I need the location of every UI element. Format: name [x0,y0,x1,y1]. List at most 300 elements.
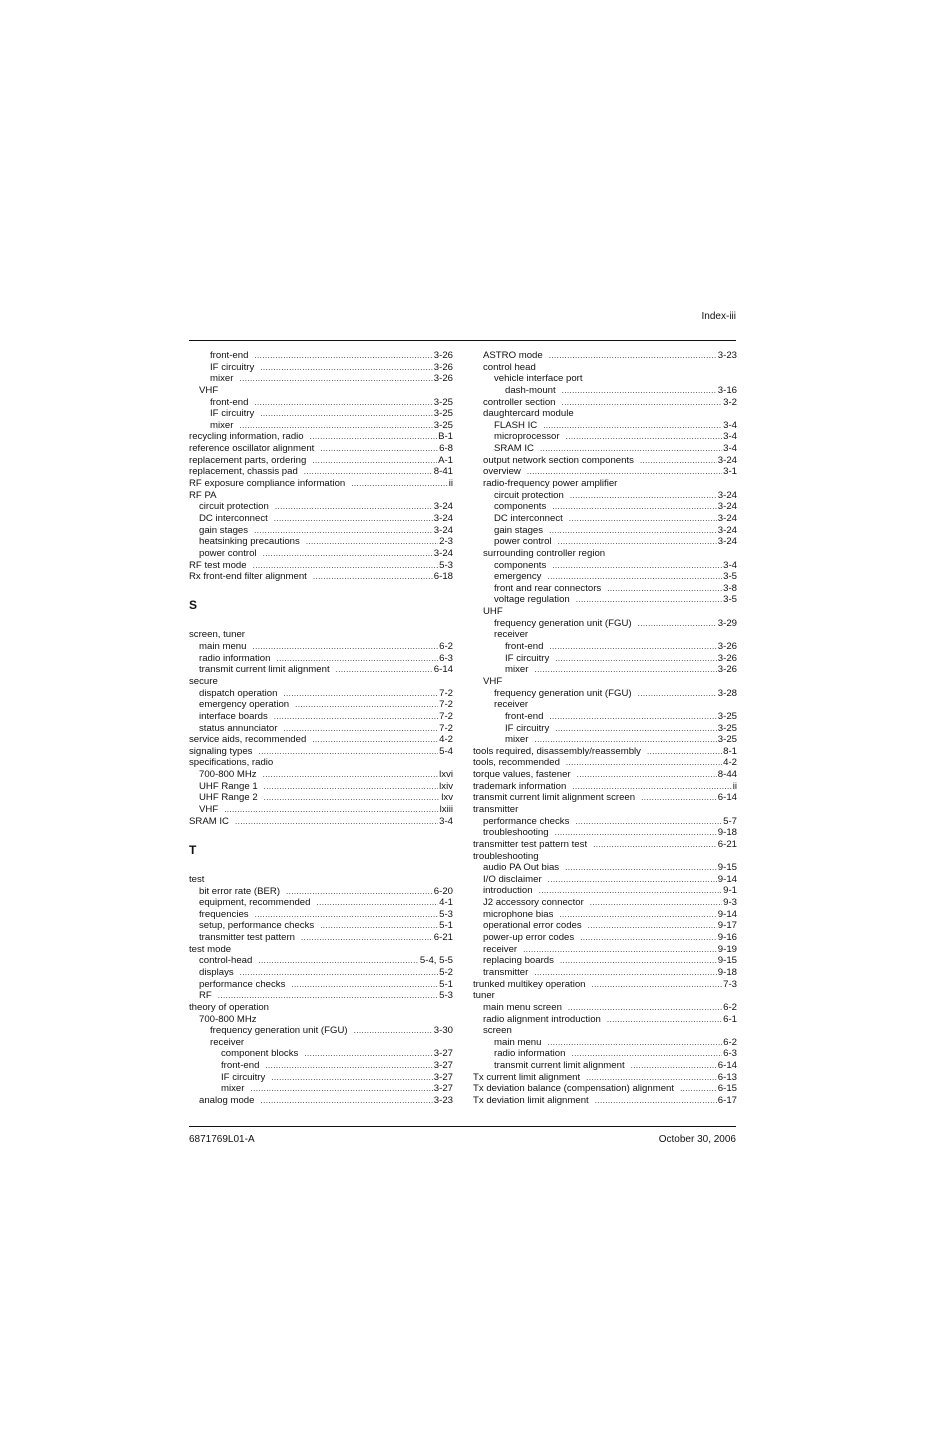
index-term: voltage regulation [494,594,570,606]
index-page-ref: 3-25 [433,396,453,408]
index-term: power control [494,536,552,548]
index-page-ref: 7-2 [439,722,453,734]
dot-leader [255,909,439,921]
dot-leader [313,571,433,583]
index-term: gain stages [199,524,249,536]
index-entry [473,548,737,560]
index-entry [189,886,453,898]
index-page-ref: 3-24 [717,524,737,536]
section-spacer [189,618,453,630]
index-page-ref: 4-2 [723,757,737,769]
index-page-ref: 7-3 [723,978,737,990]
index-term: Rx front-end filter alignment [189,571,307,583]
index-page-ref: 3-23 [433,1095,453,1107]
index-term: reference oscillator alignment [189,443,315,455]
index-term: performance checks [483,815,570,827]
dot-leader [312,734,438,746]
index-term: torque values, fastener [473,769,571,781]
index-page-ref: 6-2 [439,641,453,653]
dot-leader [295,699,438,711]
index-term: power control [199,547,257,559]
index-page-ref: 9-19 [717,943,737,955]
index-page-ref: 3-4 [723,559,737,571]
index-term: transmitter [473,803,519,815]
dot-leader [593,839,717,851]
index-term: mixer [505,664,529,676]
dot-leader [640,455,717,467]
index-entry [189,909,453,921]
index-term: transmit current limit alignment [199,664,330,676]
dot-leader [549,350,717,362]
index-term: radio alignment introduction [483,1013,601,1025]
index-entry [473,455,737,467]
index-term: circuit protection [494,489,564,501]
index-term: signaling types [189,745,253,757]
index-term: VHF [483,675,503,687]
index-term: operational error codes [483,920,582,932]
section-spacer [189,583,453,595]
index-page-ref: 3-25 [717,722,737,734]
dot-leader [239,420,432,432]
index-entry [189,792,453,804]
index-term: trademark information [473,780,567,792]
dot-leader [586,1072,717,1084]
index-page-ref: 3-25 [717,734,737,746]
dot-leader [523,944,717,956]
dot-leader [286,886,433,898]
index-page-ref: 9-14 [717,873,737,885]
index-term: transmitter test pattern [199,932,295,944]
dot-leader [252,641,438,653]
index-page-ref: 6-13 [717,1071,737,1083]
dot-leader [547,1037,722,1049]
index-entry [473,862,737,874]
index-page-ref: 5-4, 5-5 [419,955,453,967]
index-term: components [494,501,547,513]
dot-leader [549,525,717,537]
dot-leader [534,664,716,676]
index-entry [189,781,453,793]
index-page-ref: 3-27 [433,1083,453,1095]
index-entry [189,746,453,758]
index-entry [189,560,453,572]
index-page-ref: 3-26 [433,361,453,373]
dot-leader [336,664,433,676]
page-header-label: Index-iii [701,311,736,322]
index-entry [189,897,453,909]
dot-leader [555,723,717,735]
index-entry [189,385,453,397]
index-term: radio-frequency power amplifier [483,478,618,490]
index-page-ref: 3-16 [717,384,737,396]
index-entry [473,618,737,630]
index-page-ref: 9-18 [717,966,737,978]
index-term: mixer [221,1083,245,1095]
index-entry [473,885,737,897]
index-entry [189,466,453,478]
index-entry [473,1037,737,1049]
index-entry [473,501,737,513]
index-term: mixer [210,419,234,431]
index-page-ref: 6-2 [723,1036,737,1048]
index-term: J2 accessory connector [483,897,584,909]
index-page-ref: 7-2 [439,687,453,699]
index-page-ref: 3-26 [433,350,453,361]
index-entry [473,362,737,374]
index-entry [189,1037,453,1049]
index-entry [189,397,453,409]
index-term: daughtercard module [483,408,574,420]
dot-leader [306,536,438,548]
index-term: radio information [199,652,271,664]
index-page-ref: 6-14 [717,1060,737,1072]
index-page-ref: 3-27 [433,1071,453,1083]
index-term: output network section components [483,454,634,466]
index-entry [473,594,737,606]
index-term: screen [483,1025,512,1037]
index-entry [189,990,453,1002]
index-term: tools, recommended [473,757,560,769]
index-page-ref: 9-15 [717,862,737,874]
index-term: theory of operation [189,1001,270,1013]
index-page-ref: 6-18 [433,571,453,583]
index-term: displays [199,966,234,978]
index-entry [189,653,453,665]
index-page-ref: 3-24 [433,501,453,513]
dot-leader [260,1095,432,1107]
index-entry [189,932,453,944]
index-term: setup, performance checks [199,920,315,932]
dot-leader [224,804,438,816]
index-term: front and rear connectors [494,582,602,594]
index-entry [473,443,737,455]
dot-leader [569,513,717,525]
index-entry [473,979,737,991]
index-term: dispatch operation [199,687,278,699]
index-entry [189,373,453,385]
index-entry [189,944,453,956]
dot-leader [351,478,447,490]
index-page-ref: 9-1 [723,885,737,897]
dot-leader [534,967,716,979]
index-entry [189,723,453,735]
index-entry [473,397,737,409]
dot-leader [260,362,433,374]
index-entry [473,350,737,362]
index-entry [473,932,737,944]
index-page-ref: 3-28 [717,687,737,699]
section-letter-heading: S [189,598,198,613]
index-term: microphone bias [483,908,554,920]
index-entry [473,734,737,746]
index-term: screen, tuner [189,629,245,641]
index-entry [189,1025,453,1037]
dot-leader [568,1002,722,1014]
index-term: heatsinking precautions [199,536,300,548]
index-column-left [189,350,453,1107]
index-term: test [189,873,205,885]
index-entry [473,897,737,909]
index-term: microprocessor [494,431,560,443]
index-page-ref: 3-4 [723,419,737,431]
index-page-ref: 7-2 [439,710,453,722]
index-term: troubleshooting [483,827,549,839]
index-entry [189,688,453,700]
dot-leader [580,932,717,944]
index-entry [473,804,737,816]
index-term: DC interconnect [494,512,563,524]
index-entry [189,1048,453,1060]
index-term: RF PA [189,489,217,501]
index-entry [189,699,453,711]
dot-leader [565,862,717,874]
dot-leader [250,1083,432,1095]
dot-leader [562,397,723,409]
dot-leader [264,792,441,804]
index-entry [473,1025,737,1037]
index-term: component blocks [221,1048,299,1060]
index-page-ref: 5-4 [439,745,453,757]
index-page-ref: ii [448,478,453,490]
dot-leader [570,490,717,502]
index-page-ref: 3-24 [717,489,737,501]
index-term: troubleshooting [473,850,539,862]
index-term: introduction [483,885,533,897]
index-page-ref: 5-3 [439,559,453,571]
index-page-ref: 3-26 [717,664,737,676]
index-entry [473,688,737,700]
index-term: IF circuitry [505,722,550,734]
index-page-ref: 3-4 [439,815,453,827]
index-page-ref: 5-3 [439,908,453,920]
dot-leader [275,501,433,513]
index-page-ref: 3-2 [723,396,737,408]
index-entry [473,699,737,711]
dot-leader [575,816,722,828]
footer-date: October 30, 2006 [658,1134,736,1145]
dot-leader [641,792,717,804]
index-term: Tx deviation limit alignment [473,1095,589,1106]
index-entry [473,781,737,793]
dot-leader [566,757,722,769]
index-term: main menu [494,1036,542,1048]
dot-leader [240,967,438,979]
index-entry [473,967,737,979]
index-term: front-end [210,396,249,408]
index-page-ref: 6-20 [433,885,453,897]
index-entry [473,560,737,572]
index-page-ref: 4-1 [439,897,453,909]
dot-leader [239,373,432,385]
index-term: IF circuitry [210,408,255,420]
index-term: replacing boards [483,955,554,967]
index-term: FLASH IC [494,419,538,431]
index-term: mixer [505,734,529,746]
index-entry [189,816,453,828]
index-page-ref: 6-3 [723,1048,737,1060]
dot-leader [274,711,438,723]
index-entry [473,408,737,420]
header-rule [189,340,736,341]
dot-leader [577,769,717,781]
index-page-ref: 8-44 [717,769,737,781]
index-page-ref: 6-21 [717,838,737,850]
dot-leader [547,571,722,583]
index-term: trunked multikey operation [473,978,586,990]
dot-leader [264,781,438,793]
index-entry [189,501,453,513]
index-term: UHF Range 1 [199,780,258,792]
index-entry [473,839,737,851]
index-term: control head [483,361,536,373]
index-entry [473,583,737,595]
index-term: UHF [483,606,503,618]
index-term: performance checks [199,978,286,990]
dot-leader [254,350,432,362]
index-term: frequency generation unit (FGU) [494,617,632,629]
index-term: radio information [494,1048,566,1060]
index-term: receiver [494,629,529,641]
dot-leader [631,1060,717,1072]
index-entry [473,525,737,537]
dot-leader [304,466,433,478]
index-page-ref: lxv [441,792,453,804]
index-term: SRAM IC [189,815,229,827]
dot-leader [572,781,731,793]
dot-leader [555,653,717,665]
index-entry [473,1060,737,1072]
index-entry [473,851,737,863]
index-entry [189,350,453,362]
index-term: transmitter test pattern test [473,838,588,850]
index-term: vehicle interface port [494,373,583,385]
dot-leader [558,536,717,548]
index-entry [473,653,737,665]
index-page-ref: A-1 [438,454,453,466]
index-entry [189,641,453,653]
index-term: Tx current limit alignment [473,1071,581,1083]
index-entry [473,1083,737,1095]
index-page-ref: 6-2 [723,1001,737,1013]
index-entry [473,373,737,385]
index-entry [473,746,737,758]
index-page-ref: 5-1 [439,978,453,990]
dot-leader [559,909,716,921]
index-page-ref: 3-24 [717,512,737,524]
dot-leader [260,408,433,420]
section-spacer [189,862,453,874]
index-entry [189,571,453,583]
index-term: UHF Range 2 [199,792,258,804]
index-page-ref: 3-4 [723,443,737,455]
dot-leader [560,955,717,967]
dot-leader [590,897,722,909]
index-entry [473,816,737,828]
index-page-ref: 2-3 [439,536,453,548]
index-term: IF circuitry [221,1071,266,1083]
dot-leader [254,397,432,409]
index-term: dash-mount [505,384,556,396]
index-page-ref: 3-25 [717,710,737,722]
index-term: RF test mode [189,559,247,571]
index-entry [473,431,737,443]
dot-leader [283,688,438,700]
dot-leader [274,513,433,525]
dot-leader [548,874,717,886]
index-term: Tx deviation balance (compensation) alignment [473,1083,675,1095]
index-page-ref: 8-41 [433,466,453,478]
index-term: test mode [189,943,232,955]
index-entry [473,536,737,548]
index-term: power-up error codes [483,932,575,944]
index-entry [189,1095,453,1107]
dot-leader [680,1083,717,1095]
footer-rule [189,1126,736,1127]
dot-leader [253,560,439,572]
index-entry [473,955,737,967]
dot-leader [312,455,437,467]
index-term: ASTRO mode [483,350,543,361]
index-term: circuit protection [199,501,269,513]
index-entry [473,711,737,723]
index-term: replacement, chassis pad [189,466,298,478]
section-spacer [189,827,453,839]
index-entry [473,909,737,921]
index-term: frequency generation unit (FGU) [494,687,632,699]
index-page-ref: 6-14 [717,792,737,804]
index-page-ref: 6-17 [717,1095,737,1106]
dot-leader [283,723,438,735]
index-term: tuner [473,990,495,1002]
index-page-ref: 3-24 [433,512,453,524]
dot-leader [354,1025,433,1037]
dot-leader [576,594,722,606]
index-page-ref: 3-29 [717,617,737,629]
index-term: front-end [221,1060,260,1072]
index-entry [189,443,453,455]
index-page-ref: 3-24 [433,524,453,536]
index-entry [189,979,453,991]
dot-leader [552,560,722,572]
dot-leader [595,1095,717,1107]
index-entry [473,571,737,583]
index-term: SRAM IC [494,443,534,455]
index-entry [473,513,737,525]
dot-leader [555,827,717,839]
dot-leader [310,431,437,443]
index-term: DC interconnect [199,512,268,524]
index-term: receiver [494,699,529,711]
index-entry [189,1002,453,1014]
index-entry [189,955,453,967]
index-page-ref: 3-24 [717,454,737,466]
dot-leader [258,746,438,758]
index-term: IF circuitry [505,652,550,664]
index-page-ref: 3-1 [723,466,737,478]
index-page-ref: 5-1 [439,920,453,932]
index-entry [473,641,737,653]
index-term: equipment, recommended [199,897,311,909]
index-term: surrounding controller region [483,547,606,559]
footer-doc-number: 6871769L01-A [189,1134,255,1145]
index-term: interface boards [199,710,268,722]
dot-leader [527,466,722,478]
index-entry [473,769,737,781]
dot-leader [235,816,438,828]
index-term: transmit current limit alignment screen [473,792,636,804]
index-term: control-head [199,955,253,967]
index-page-ref: 5-2 [439,966,453,978]
